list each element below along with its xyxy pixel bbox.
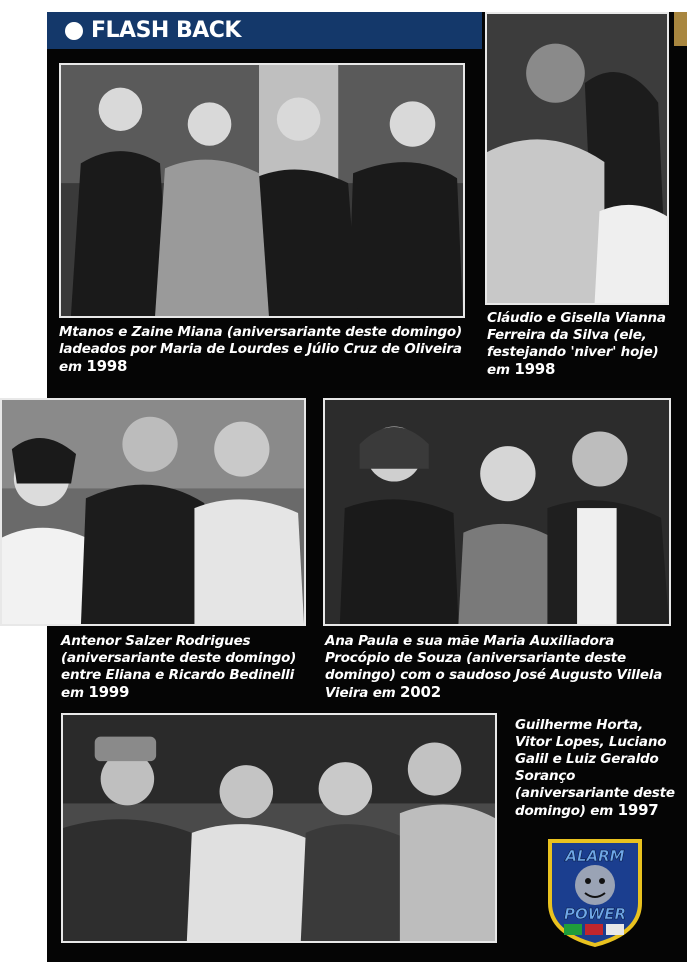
photo-4 [323,398,671,626]
alarm-power-logo [540,833,650,948]
logo-text-bottom: POWER [563,905,627,923]
section-title: FLASH BACK [91,18,241,43]
section-header [47,12,482,49]
photo-3 [0,398,306,626]
caption-4: Ana Paula e sua mãe Maria Auxiliadora Procópio de Souza (aniversariante deste domingo) com o saudoso José Augusto Villela Vieira em 2002 [325,633,663,701]
accent-bar [674,12,687,46]
flag-canada-icon [606,924,624,935]
photo-1 [59,63,465,318]
caption-3: Antenor Salzer Rodrigues (aniversariante deste domingo) entre Eliana e Ricardo Bedinelli em 1999 [61,633,297,701]
caption-2: Cláudio e Gisella Vianna Ferreira da Silva (ele, festejando 'niver' hoje) em 1998 [487,310,666,378]
photo-5 [61,713,497,943]
photo-2 [485,12,669,305]
flag-brazil-icon [564,924,582,935]
caption-5: Guilherme Horta, Vitor Lopes, Luciano Galil e Luiz Geraldo Soranço (aniversariante deste domingo) em 1997 [515,717,675,819]
caption-1: Mtanos e Zaine Miana (aniversariante deste domingo) ladeados por Maria de Lourdes e Júlio Cruz de Oliveira em 1998 [59,324,462,375]
logo-text-top: ALARM [565,847,625,865]
flag-usa-icon [585,924,603,935]
bullet-icon [65,22,83,40]
